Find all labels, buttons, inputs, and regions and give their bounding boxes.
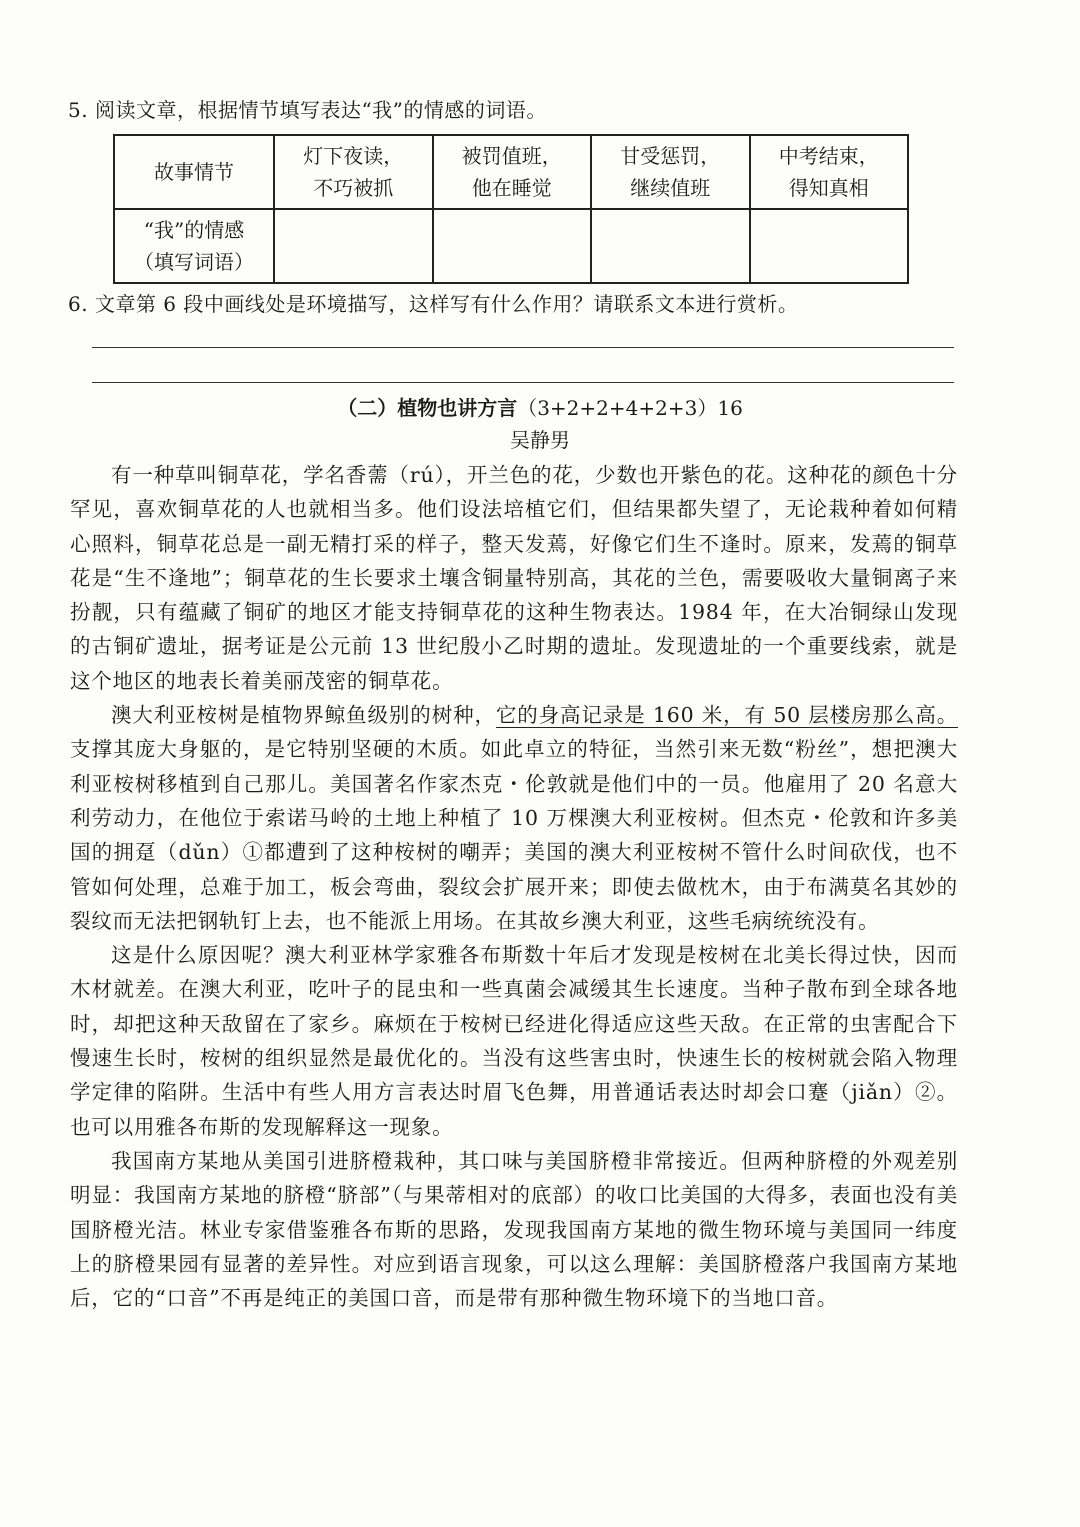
table-cell-plot-4 [750, 135, 909, 209]
table-header-plot: 故事情节 [114, 135, 274, 209]
paragraph-3: 这是什么原因呢？澳大利亚林学家雅各布斯数十年后才发现是桉树在北美长得过快，因而木材就差。在澳大利亚，吃叶子的昆虫和一些真菌会减缓其生长速度。当种子散布到全球各地时，却把这种天敌留在了家乡。麻烦在于桉树已经进化得适应这些天敌。在正常的虫害配合下慢速生长时，桉树的组织显然是最优化的。当没有这些害虫时，快速生长的桉树就会陷入物理学定律的陷阱。生活中有些人用方言表达时眉飞色舞，用普通话表达时却会口蹇（jiǎn）②。也可以用雅各布斯的发现解释这一现象。 [70, 943, 958, 1139]
emotion-header-line2: （填写词语） [134, 250, 254, 274]
paragraph-2 [70, 698, 958, 938]
plot-2-line1: 被罚值班， [461, 144, 562, 168]
article-body [70, 458, 958, 1315]
question-5: 5. 阅读文章，根据情节填写表达“我”的情感的词语。 [68, 98, 547, 122]
article-title-line [0, 393, 1080, 423]
answer-cell-4[interactable] [750, 209, 909, 283]
plot-4-line1: 中考结束， [778, 144, 879, 168]
underlined-sentence: 它的身高记录是 160 米，有 50 层楼房那么高。 [495, 703, 958, 728]
paragraph-4: 我国南方某地从美国引进脐橙栽种，其口味与美国脐橙非常接近。但两种脐橙的外观差别明显：我国南方某地的脐橙“脐部”（与果蒂相对的底部）的收口比美国的大得多，表面也没有美国脐橙光洁。林业专家借鉴雅各布斯的思路，发现我国南方某地的微生物环境与美国同一纬度上的脐橙果园有显著的差异性。对应到语言现象，可以这么理解：美国脐橙落户我国南方某地后，它的“口音”不再是纯正的美国口音，而是带有那种微生物环境下的当地口音。 [70, 1148, 958, 1311]
article-author: 吴静男 [510, 428, 570, 452]
plot-3-line1: 甘受惩罚， [620, 144, 721, 168]
table-row-plot [114, 135, 908, 209]
article-score: （3+2+2+4+2+3）16 [517, 396, 743, 420]
paragraph-1: 有一种草叫铜草花，学名香薷（rú），开兰色的花，少数也开紫色的花。这种花的颜色十分罕见，喜欢铜草花的人也就相当多。他们设法培植它们，但结果都失望了，无论栽种着如何精心照料，铜草花总是一副无精打采的样子，整天发蔫，好像它们生不逢时。原来，发蔫的铜草花是“生不逢地”；铜草花的生长要求土壤含铜量特别高，其花的兰色，需要吸收大量铜离子来扮靓，只有蕴藏了铜矿的地区才能支持铜草花的这种生物表达。1984 年，在大冶铜绿山发现的古铜矿遗址，据考证是公元前 13 世纪殷小乙时期的遗址。发现遗址的一个重要线索，就是这个地区的地表长着美丽茂密的铜草花。 [70, 463, 958, 693]
table-cell-plot-2 [433, 135, 592, 209]
table-cell-plot-3 [591, 135, 750, 209]
table-row-emotion [114, 209, 908, 283]
article-title: （二）植物也讲方言 [337, 396, 518, 420]
plot-1-line1: 灯下夜读， [303, 144, 404, 168]
answer-line-2[interactable] [92, 382, 954, 383]
plot-4-line2: 得知真相 [788, 176, 869, 200]
answer-line-1[interactable] [92, 347, 954, 348]
plot-2-line2: 他在睡觉 [471, 176, 552, 200]
plot-3-line2: 继续值班 [630, 176, 711, 200]
table-header-emotion [114, 209, 274, 283]
answer-cell-2[interactable] [433, 209, 592, 283]
emotion-header-line1: “我”的情感 [143, 218, 245, 242]
plot-1-line2: 不巧被抓 [313, 176, 394, 200]
paragraph-2-rest: 支撑其庞大身躯的，是它特别坚硬的木质。如此卓立的特征，当然引来无数“粉丝”，想把澳大利亚桉树移植到自己那儿。美国著名作家杰克・伦敦就是他们中的一员。他雇用了 20 名意大利劳动力，在他位于索诺马岭的土地上种植了 10 万棵澳大利亚桉树。但杰克・伦敦和许多美国的拥趸（dǔn）①都遭到了这种桉树的嘲弄；美国的澳大利亚桉树不管什么时间砍伐，也不管如何处理，总难于加工，板会弯曲，裂纹会扩展开来；即使去做枕木，由于布满莫名其妙的裂纹而无法把钢轨钉上去，也不能派上用场。在其故乡澳大利亚，这些毛病统统没有。 [70, 737, 958, 933]
emotion-table [113, 134, 909, 284]
question-6: 6. 文章第 6 段中画线处是环境描写，这样写有什么作用？请联系文本进行赏析。 [68, 292, 799, 316]
paragraph-2-start: 澳大利亚桉树是植物界鲸鱼级别的树种， [111, 703, 496, 728]
answer-cell-3[interactable] [591, 209, 750, 283]
table-cell-plot-1 [274, 135, 433, 209]
answer-cell-1[interactable] [274, 209, 433, 283]
